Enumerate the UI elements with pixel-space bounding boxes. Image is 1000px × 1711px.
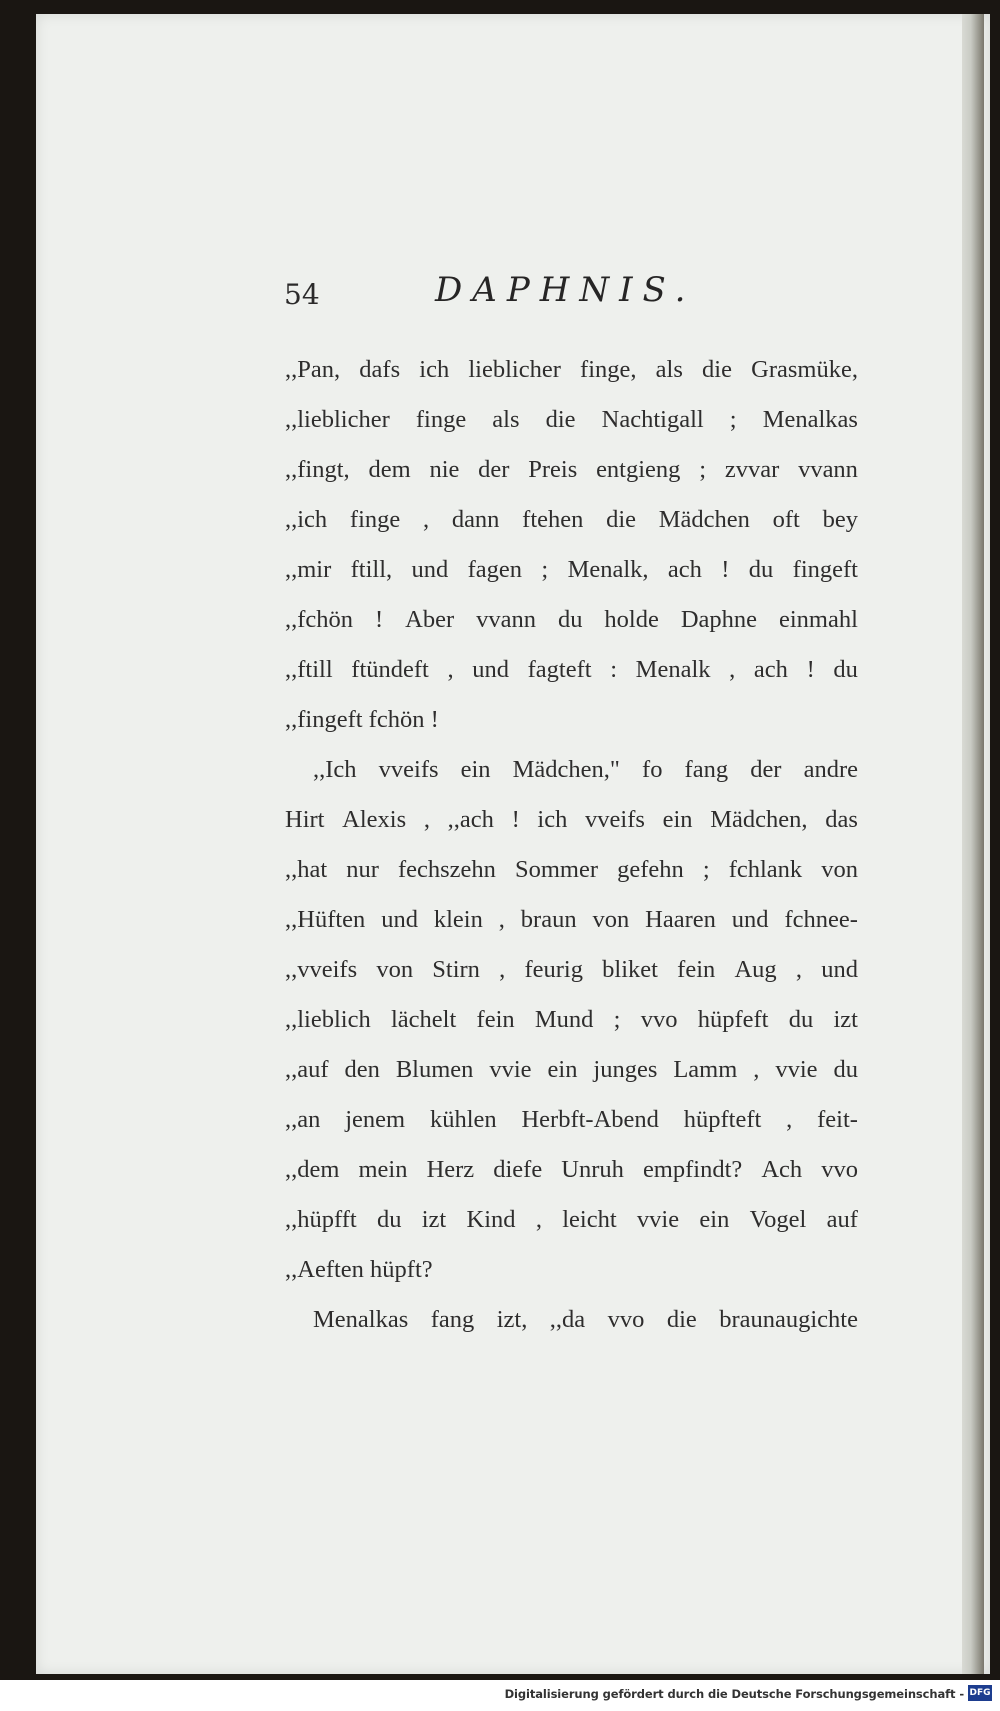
text-line: ,,Aeften hüpft? [285,1256,433,1283]
text-line: ,,fingt, dem nie der Preis entgieng ; zvvar vvann [285,456,858,483]
text-line: ,,Pan, dafs ich lieblicher finge, als die Grasmüke, [285,356,858,383]
dfg-logo: DFG [968,1685,992,1701]
running-title: DAPHNIS. [435,270,696,310]
text-line: ,,hüpfft du izt Kind , leicht vvie ein Vogel auf [285,1206,858,1233]
text-line: ,,lieblicher finge als die Nachtigall ; Menalkas [285,406,858,433]
page-header [250,270,710,330]
page-number: 54 [284,278,320,311]
text-line: ,,dem mein Herz diefe Unruh empfindt? Ach vvo [285,1156,858,1183]
body-text [285,345,858,1345]
text-line: ,,Hüften und klein , braun von Haaren und fchnee- [285,906,858,933]
text-line: ,,ftill ftündeft , und fagteft : Menalk , ach ! du [285,656,858,683]
text-line: ,,vveifs von Stirn , feurig bliket fein Aug , und [285,956,858,983]
footer-bar [0,1680,1000,1711]
text-line: ,,mir ftill, und fagen ; Menalk, ach ! du fingeft [285,556,858,583]
text-line: ,,lieblich lächelt fein Mund ; vvo hüpfeft du izt [285,1006,858,1033]
text-line: ,,Ich vveifs ein Mädchen," fo fang der andre [313,756,858,783]
text-line: ,,an jenem kühlen Herbft-Abend hüpfteft , feit- [285,1106,858,1133]
text-line: Hirt Alexis , ,,ach ! ich vveifs ein Mädchen, das [285,806,858,833]
funding-credit: Digitalisierung gefördert durch die Deutsche Forschungsgemeinschaft - [504,1687,964,1701]
text-line: ,,ich finge , dann ftehen die Mädchen oft bey [285,506,858,533]
text-line: Menalkas fang izt, ,,da vvo die braunaugichte [313,1306,858,1333]
text-line: ,,auf den Blumen vvie ein junges Lamm , vvie du [285,1056,858,1083]
text-line: ,,fchön ! Aber vvann du holde Daphne einmahl [285,606,858,633]
text-line: ,,fingeft fchön ! [285,706,439,733]
text-line: ,,hat nur fechszehn Sommer gefehn ; fchlank von [285,856,858,883]
page-edge [962,14,984,1674]
